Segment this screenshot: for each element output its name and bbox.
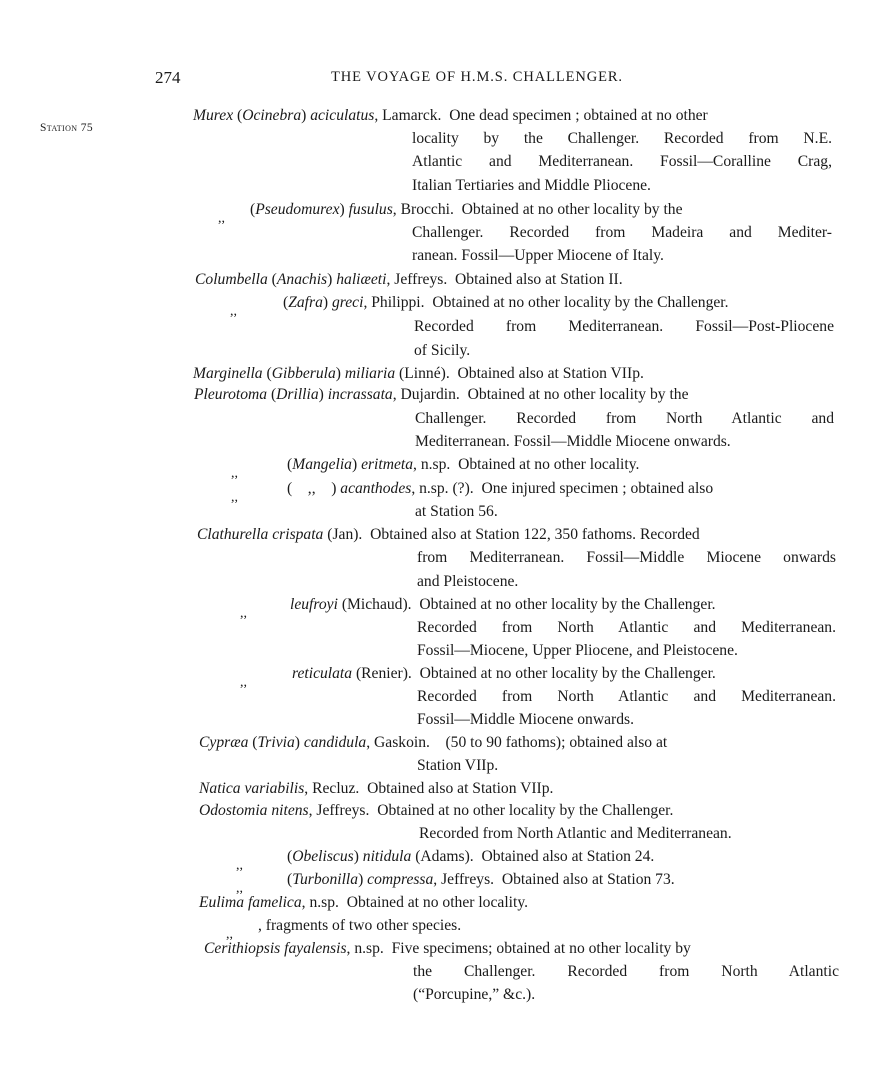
entry-text: One dead specimen ; obtained at no other (449, 107, 708, 124)
entry-pleurotoma-line-2: Challenger. Recorded from North Atlantic and (415, 410, 834, 427)
entry-odostomia-line-2: Recorded from North Atlantic and Mediterranean. (419, 825, 732, 842)
species-name: aciculatus (310, 107, 375, 124)
species-name: famelica (244, 894, 302, 911)
entry-text: Obtained also at Station 24. (481, 848, 655, 865)
entry-text: Obtained at no other locality by the (461, 201, 683, 218)
species-name: fayalensis (280, 940, 347, 957)
species-name: reticulata (292, 665, 353, 682)
subgenus-name: Anachis (276, 271, 328, 288)
entry-zafra-line-2: Recorded from Mediterranean. Fossil—Post-Pliocene (414, 318, 834, 335)
entry-text: Obtained at no other locality by the Challenger. (432, 294, 729, 311)
subgenus-name: Trivia (257, 734, 295, 751)
authority: , Jeffreys. (386, 271, 448, 288)
entry-natica-line-1 (199, 780, 553, 798)
entry-columbella-line-1: Columbella (Anachis) haliæeti, Jeffreys. Obtained also at Station II. (195, 271, 623, 288)
subgenus-name: Pseudomurex (255, 201, 340, 218)
entry-acanthodes-line-1: ( ,, ) acanthodes, n.sp. (?). One injured specimen ; obtained also (287, 480, 714, 497)
entry-text: Obtained at no other locality. (346, 894, 528, 911)
ditto-mark: ,, (307, 480, 316, 497)
entry-eulima-line-1 (199, 894, 528, 912)
station-label: Station 75 (40, 122, 94, 134)
authority: , Philippi. (363, 294, 425, 311)
entry-murex-line-4: Italian Tertiaries and Middle Pliocene. (412, 177, 651, 194)
authority: (Renier). (352, 665, 412, 682)
authority: , Jeffreys. (433, 871, 495, 888)
entry-marginella-line-1: Marginella (Gibberula) miliaria (Linné). Obtained also at Station VIIp. (193, 365, 644, 382)
genus-name: Odostomia (199, 802, 268, 819)
genus-name: Eulima (199, 894, 245, 911)
subgenus-name: Obeliscus (292, 848, 354, 865)
entry-text: Obtained at no other locality. (458, 456, 640, 473)
entry-cypraea-line-1: Cypræa (Trivia) candidula, Gaskoin. (50 to 90 fathoms); obtained also at (199, 734, 668, 751)
entry-cerithiopsis-line-3: (“Porcupine,” &c.). (413, 986, 536, 1003)
entry-acanthodes-line-2: at Station 56. (415, 503, 498, 520)
entry-leufroyi-line-3: Fossil—Miocene, Upper Pliocene, and Pleistocene. (417, 642, 738, 659)
ditto-mark: ,, (231, 490, 238, 505)
subgenus-name: Turbonilla (292, 871, 359, 888)
entry-text: Obtained at no other locality by the Challenger. (419, 596, 716, 613)
entry-cypraea-line-2: Station VIIp. (417, 757, 499, 774)
entry-pleurotoma-line-3: Mediterranean. Fossil—Middle Miocene onwards. (415, 433, 731, 450)
entry-obeliscus-line-1: (Obeliscus) nitidula (Adams). Obtained also at Station 24. (287, 848, 655, 865)
ditto-mark: ,, (231, 466, 238, 481)
entry-cerithiopsis-line-2: the Challenger. Recorded from North Atlantic (413, 963, 839, 980)
species-name: incrassata (327, 386, 393, 403)
entry-clathurella-line-2: from Mediterranean. Fossil—Middle Miocene onwards (417, 549, 836, 566)
entry-pleurotoma-line-1: Pleurotoma (Drillia) incrassata, Dujardin. Obtained at no other locality by the (194, 386, 689, 403)
entry-clathurella-line-3: and Pleistocene. (417, 573, 519, 590)
entry-text: Obtained also at Station VIIp. (367, 780, 554, 797)
running-title: THE VOYAGE OF H.M.S. CHALLENGER. (331, 69, 623, 85)
authority: , Dujardin. (392, 386, 460, 403)
authority: , n.sp. (?). (411, 480, 474, 497)
entry-text: Obtained also at Station 73. (501, 871, 675, 888)
genus-name: Columbella (195, 271, 268, 288)
species-name: candidula (303, 734, 367, 751)
entry-leufroyi-line-1 (290, 596, 716, 614)
genus-name: Natica (199, 780, 241, 797)
entry-text: Obtained also at Station II. (455, 271, 623, 288)
entry-fragments-line-1: , fragments of two other species. (258, 917, 462, 934)
subgenus-name: Ocinebra (242, 107, 302, 124)
species-name: haliæeti (336, 271, 387, 288)
genus-name: Marginella (193, 365, 263, 382)
species-name: fusulus (348, 201, 393, 218)
authority: , n.sp. (301, 894, 339, 911)
entry-cerithiopsis-line-1 (204, 940, 691, 958)
entry-pseudomurex-line-2: Challenger. Recorded from Madeira and Mediter- (412, 224, 832, 241)
entry-text: One injured specimen ; obtained also (481, 480, 714, 497)
authority: , Brocchi. (392, 201, 454, 218)
entry-reticulata-line-2: Recorded from North Atlantic and Mediterranean. (417, 688, 836, 705)
entry-text: Five specimens; obtained at no other locality by (391, 940, 691, 957)
genus-name: Murex (193, 107, 234, 124)
authority: , n.sp. (413, 456, 451, 473)
authority: (Michaud). (337, 596, 412, 613)
entry-text: Obtained at no other locality by the Challenger. (419, 665, 716, 682)
ditto-mark: ,, (236, 858, 243, 873)
subgenus-name: Zafra (288, 294, 323, 311)
ditto-mark: ,, (240, 675, 247, 690)
entry-pseudomurex-line-1: (Pseudomurex) fusulus, Brocchi. Obtained at no other locality by the (250, 201, 683, 218)
entry-reticulata-line-3: Fossil—Middle Miocene onwards. (417, 711, 634, 728)
species-name: crispata (268, 526, 324, 543)
entry-clathurella-line-1 (197, 526, 700, 544)
species-name: nitidula (362, 848, 412, 865)
subgenus-name: Mangelia (292, 456, 352, 473)
species-name: eritmeta (361, 456, 414, 473)
entry-zafra-line-1: (Zafra) greci, Philippi. Obtained at no other locality by the Challenger. (283, 294, 729, 311)
authority: , Gaskoin. (366, 734, 430, 751)
species-name: acanthodes (340, 480, 412, 497)
subgenus-name: Gibberula (271, 365, 336, 382)
species-name: miliaria (344, 365, 396, 382)
species-name: leufroyi (290, 596, 338, 613)
genus-name: Pleurotoma (194, 386, 268, 403)
genus-name: Cerithiopsis (204, 940, 281, 957)
entry-odostomia-line-1 (199, 802, 673, 820)
entry-reticulata-line-1 (292, 665, 716, 683)
genus-name: Cypræa (199, 734, 249, 751)
authority: , n.sp. (346, 940, 384, 957)
authority: (Linné). (395, 365, 450, 382)
authority: (Jan). (323, 526, 363, 543)
entry-murex-line-2: locality by the Challenger. Recorded from N.E. (412, 130, 832, 147)
ditto-mark: ,, (230, 304, 237, 319)
entry-murex-line-3: Atlantic and Mediterranean. Fossil—Coralline Crag, (412, 153, 832, 170)
entry-text: Obtained at no other locality by the (467, 386, 689, 403)
entry-text: (50 to 90 fathoms); obtained also at (445, 734, 668, 751)
page-header (0, 68, 880, 94)
species-name: compressa (367, 871, 434, 888)
page-number: 274 (155, 68, 181, 87)
entry-murex-line-1: Murex (Ocinebra) aciculatus, Lamarck. One dead specimen ; obtained at no other (193, 107, 708, 124)
entry-text: Obtained also at Station 122, 350 fathoms. Recorded (370, 526, 700, 543)
genus-name: Clathurella (197, 526, 269, 543)
entry-mangelia-line-1: (Mangelia) eritmeta, n.sp. Obtained at no other locality. (287, 456, 640, 473)
ditto-mark: ,, (236, 881, 243, 896)
authority: , Jeffreys. (308, 802, 370, 819)
authority: , Recluz. (304, 780, 360, 797)
species-name: greci (331, 294, 364, 311)
ditto-mark: ,, (226, 927, 233, 942)
species-name: variabilis (240, 780, 305, 797)
entry-text: Obtained at no other locality by the Challenger. (377, 802, 674, 819)
entry-text: Obtained also at Station VIIp. (457, 365, 644, 382)
authority: , Lamarck. (374, 107, 442, 124)
ditto-mark: ,, (240, 606, 247, 621)
ditto-mark: ,, (218, 211, 225, 226)
authority: (Adams). (411, 848, 474, 865)
species-name: nitens (267, 802, 309, 819)
entry-turbonilla-line-1: (Turbonilla) compressa, Jeffreys. Obtained also at Station 73. (287, 871, 675, 888)
subgenus-name: Drillia (276, 386, 319, 403)
entry-leufroyi-line-2: Recorded from North Atlantic and Mediterranean. (417, 619, 836, 636)
entry-pseudomurex-line-3: ranean. Fossil—Upper Miocene of Italy. (412, 247, 664, 264)
entry-zafra-line-3: of Sicily. (414, 342, 471, 359)
